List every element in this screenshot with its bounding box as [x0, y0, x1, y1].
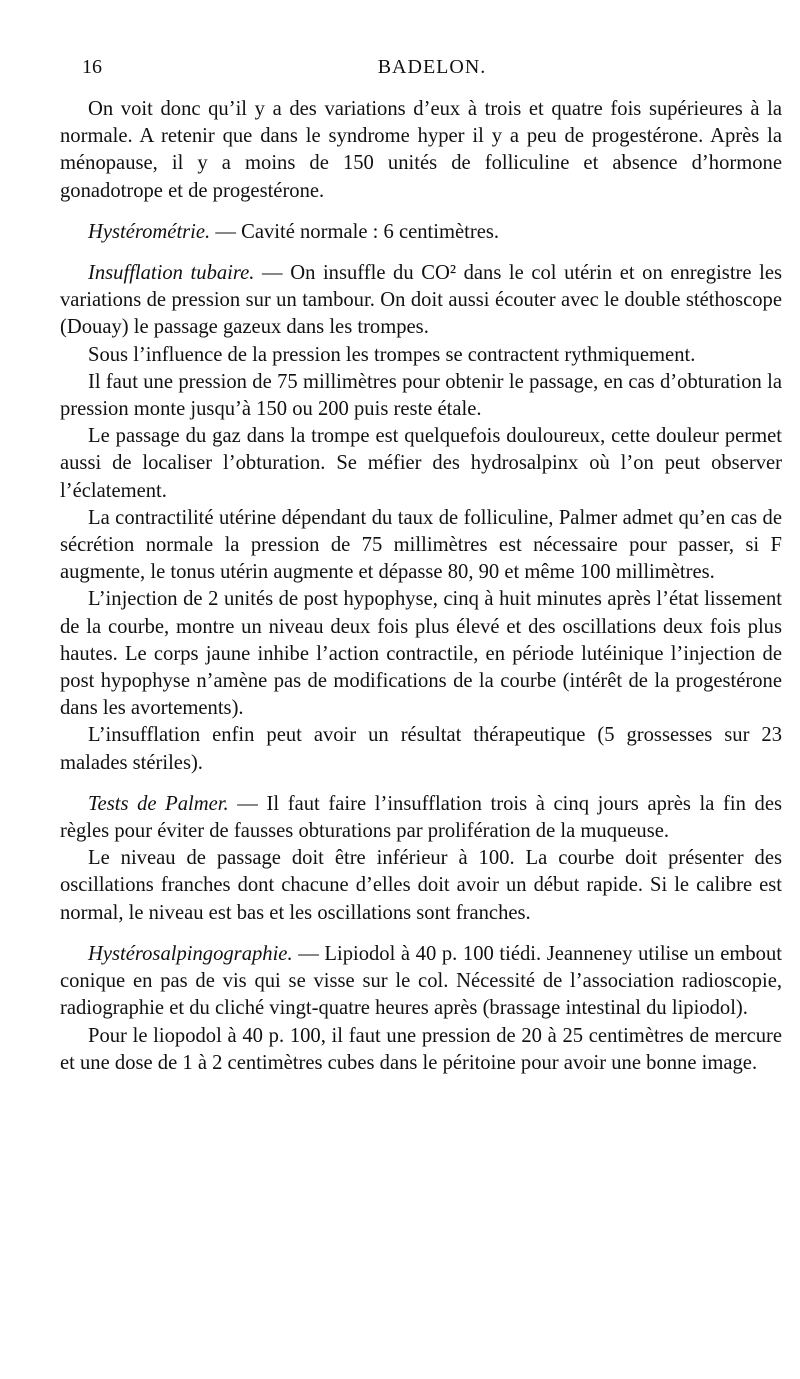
paragraph-text: Le passage du gaz dans la trompe est quelquefois douloureux, cette douleur permet aussi de localiser l’obturation. Se méfier des hydrosalpinx où l’on peut observer l’éclatement.: [60, 425, 782, 502]
paragraph-text: — Cavité normale : 6 centimètres.: [215, 220, 500, 243]
paragraph-text: — On insuffle du CO² dans le col utérin et on enregistre les variations de pression sur un tambour. On doit aussi écouter avec le double stéthoscope (Douay) le passage gazeux dans les trompes.: [60, 262, 782, 339]
paragraph-text: Le niveau de passage doit être inférieur à 100. La courbe doit présenter des oscillations franches dont chacune d’elles doit avoir un début rapide. Si le calibre est normal, le niveau est bas et les oscillations sont franches.: [60, 847, 782, 924]
paragraph-text: — Lipiodol à 40 p. 100 tiédi. Jeanneney utilise un embout conique en pas de vis qui se visse sur le col. Nécessité de l’association radioscopie, radiographie et du cliché vingt-quatre heures après (brassage intestinal du lipiodol).: [60, 942, 782, 1020]
paragraph: [60, 423, 782, 505]
paragraph: [60, 791, 782, 845]
paragraph: [60, 586, 782, 722]
section-heading: Insufflation tubaire.: [88, 262, 255, 285]
paragraph: [60, 722, 782, 776]
paragraph: [60, 219, 782, 246]
paragraph-text: On voit donc qu’il y a des variations d’eux à trois et quatre fois supérieures à la normale. A retenir que dans le syndrome hyper il y a peu de progestérone. Après la ménopause, il y a moins de 150 unités de folliculine et absence d’hormone gonadotrope et de progestérone.: [60, 98, 782, 202]
paragraph-text: Pour le liopodol à 40 p. 100, il faut une pression de 20 à 25 centimètres de mercure et une dose de 1 à 2 centimètres cubes dans le péritoine pour avoir une bonne image.: [60, 1024, 782, 1074]
page-header: [82, 56, 782, 86]
paragraph-text: L’insufflation enfin peut avoir un résultat thérapeutique (5 grossesses sur 23 malades stériles).: [60, 724, 782, 774]
paragraph-text: Sous l’influence de la pression les trompes se contractent rythmiquement.: [88, 343, 696, 366]
paragraph-text: L’injection de 2 unités de post hypophyse, cinq à huit minutes après l’état lissement de la courbe, montre un niveau deux fois plus élevé et des oscillations deux fois plus hautes. Le corps jaune inhibe l’action contractile, en période lutéinique l’injection de post hypophyse n’amène pas de modifications de la courbe (intérêt de la progestérone dans les avortements).: [60, 588, 782, 720]
running-title: BADELON.: [377, 56, 487, 78]
paragraph-text: Il faut une pression de 75 millimètres pour obtenir le passage, en cas d’obturation la pression monte jusqu’à 150 ou 200 puis reste étale.: [60, 370, 782, 421]
section-heading: Tests de Palmer.: [88, 792, 229, 815]
paragraph-text: La contractilité utérine dépendant du taux de folliculine, Palmer admet qu’en cas de sécrétion normale la pression de 75 millimètres est nécessaire pour passer, si F augmente, le tonus utérin augmente et dépasse 80, 90 et même 100 millimètres.: [60, 506, 782, 584]
paragraph: [60, 96, 782, 205]
paragraph: [60, 845, 782, 927]
section-heading: Hystérosalpingographie.: [88, 942, 293, 965]
paragraph: [60, 1023, 782, 1077]
paragraph: [60, 941, 782, 1023]
paragraph: [60, 369, 782, 423]
paragraph: [60, 505, 782, 587]
paragraph: [60, 260, 782, 342]
page-body: [60, 96, 782, 1077]
paragraph: [60, 342, 782, 369]
page-number: 16: [82, 56, 102, 78]
section-heading: Hystérométrie.: [88, 220, 211, 243]
paragraph-text: — Il faut faire l’insufflation trois à cinq jours après la fin des règles pour éviter de fausses obturations par prolifération de la muqueuse.: [60, 792, 782, 843]
